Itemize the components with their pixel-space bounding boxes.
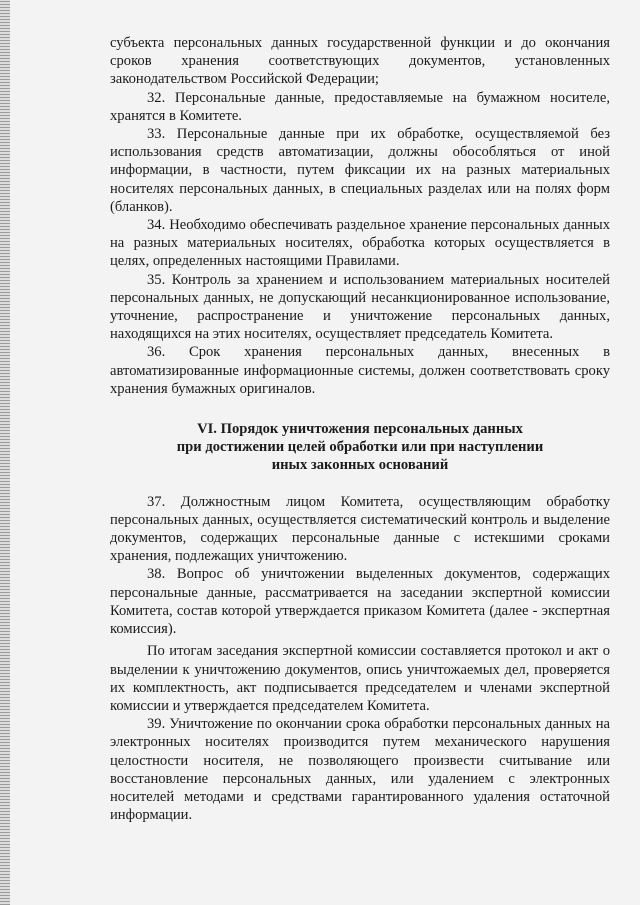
paragraph-continuation: субъекта персональных данных государственной функции и до окончания сроков хранения соответствующих документов, установленных законодательством Российской Федерации; [110,35,610,88]
paragraph-33: 33. Персональные данные при их обработке, осуществляемой без использования средств автоматизации, должны обособляться от иной информации, в частности, путем фиксации их на разных материальных носителях персональных данных, в специальных разделах или на полях форм (бланков). [110,126,610,215]
paragraph-38: 38. Вопрос об уничтожении выделенных документов, содержащих персональные данные, рассматривается на заседании экспертной комиссии Комитета, состав которой утверждается приказом Комитета (далее - экспертная комиссия). [110,566,610,638]
paragraph-39: 39. Уничтожение по окончании срока обработки персональных данных на электронных носителях производится путем механического нарушения целостности носителя, не позволяющего произвести считывание или восстановление персональных данных, или удалением с электронных носителей методами и средствами гарантированного удаления остаточной информации. [110,716,610,824]
section-heading-line-2: при достижении целей обработки или при наступлении [176,439,544,456]
paragraph-34: 34. Необходимо обеспечивать раздельное хранение персональных данных на разных материальных носителях, обработка которых осуществляется в целях, определенных настоящими Правилами. [110,217,610,270]
paragraph-commission-results: По итогам заседания экспертной комиссии составляется протокол и акт о выделении к уничтожению документов, опись уничтожаемых дел, проверяется их комплектность, акт подписывается председателем и членами экспертной комиссии и утверждается председателем Комитета. [110,643,610,714]
section-heading-line-1: VI. Порядок уничтожения персональных данных [197,421,523,438]
section-heading [110,420,610,475]
paragraph-37: 37. Должностным лицом Комитета, осуществляющим обработку персональных данных, осуществляется систематический контроль и выделение документов, содержащих персональные данные с истекшими сроками хранения, подлежащих уничтожению. [110,493,610,565]
paragraph-36: 36. Срок хранения персональных данных, внесенных в автоматизированные информационные системы, должен соответствовать сроку хранения бумажных оригиналов. [110,344,610,397]
section-heading-line-3: иных законных оснований [271,457,449,474]
paragraph-32: 32. Персональные данные, предоставляемые на бумажном носителе, хранятся в Комитете. [110,89,610,124]
document-page [110,34,610,824]
scan-edge [0,0,10,905]
paragraph-35: 35. Контроль за хранением и использованием материальных носителей персональных данных, не допускающий несанкционированное использование, уточнение, распространение и уничтожение персональных данных, находящихся на этих носителях, осуществляет председатель Комитета. [110,271,610,343]
